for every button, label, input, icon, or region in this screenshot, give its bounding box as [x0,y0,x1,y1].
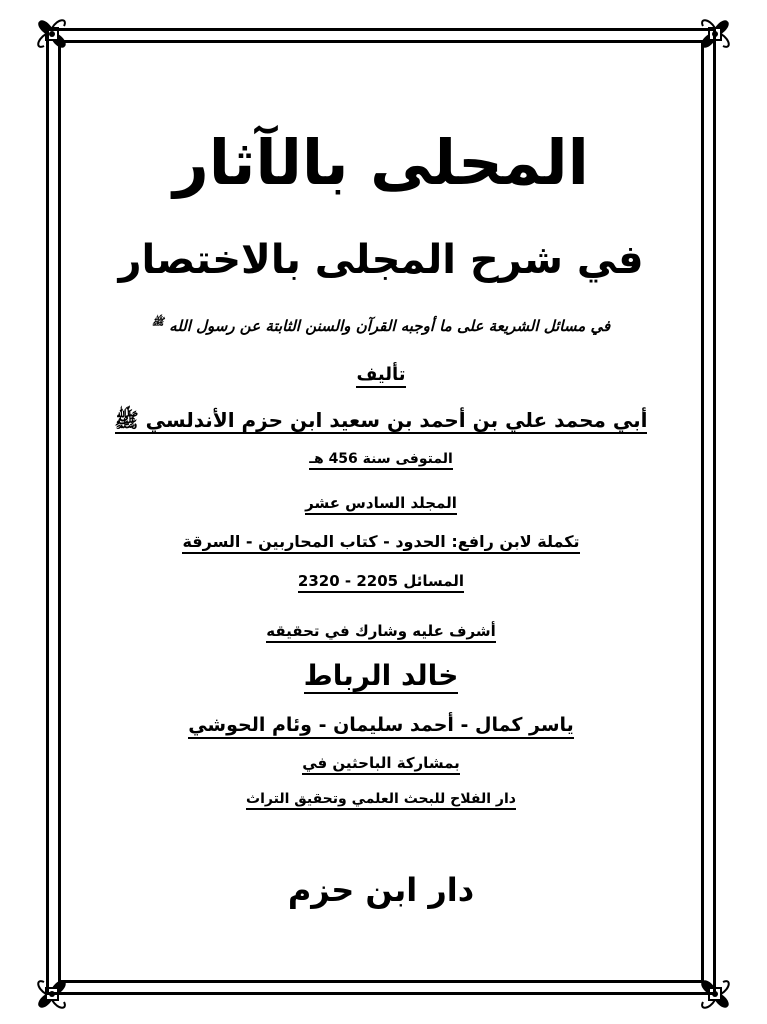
supplement-text: تكملة لابن رافع: الحدود - كتاب المحاربين - السرقة [182,534,579,554]
supervised-by-text: أشرف عليه وشارك في تحقيقه [266,624,495,643]
supplement-line [70,534,692,554]
honorific-mark: ﷺ [151,317,164,328]
topic-text: في مسائل الشريعة على ما أوجبه القرآن والسنن الثابتة عن رسول الله [169,317,611,335]
book-subtitle: في شرح المجلى بالاختصار [118,237,644,283]
author-label [70,366,692,388]
editor-name-text: خالد الرباط [303,659,459,692]
collaborators [70,716,692,739]
participation-text: بمشاركة الباحثين في [302,756,460,775]
editor-name [70,659,692,694]
author-name [70,410,692,434]
issues-range [70,574,692,593]
ornamental-corner-icon [693,12,737,56]
supervised-by [70,624,692,643]
collaborators-text: ياسر كمال - أحمد سليمان - وئام الحوشي [188,716,574,739]
book-title: المحلى بالآثار [173,126,589,199]
issues-range-text: المسائل 2205 - 2320 [298,574,464,593]
volume-number-text: المجلد السادس عشر [305,496,457,515]
ornamental-corner-icon [30,12,74,56]
ornamental-corner-icon [30,972,74,1016]
institute-name [70,792,692,810]
ornamental-corner-icon [693,972,737,1016]
volume-number [70,496,692,515]
death-year-text: المتوفى سنة 456 هـ [309,452,453,470]
publisher-name: دار ابن حزم [287,871,475,909]
death-year [70,452,692,470]
institute-name-text: دار الفلاح للبحث العلمي وتحقيق التراث [246,792,516,810]
author-label-text: تأليف [356,366,405,388]
topic-line [70,318,692,334]
participation-line [70,756,692,775]
author-name-text: أبي محمد علي بن أحمد بن سعيد ابن حزم الأندلسي ﷺ [114,408,648,432]
